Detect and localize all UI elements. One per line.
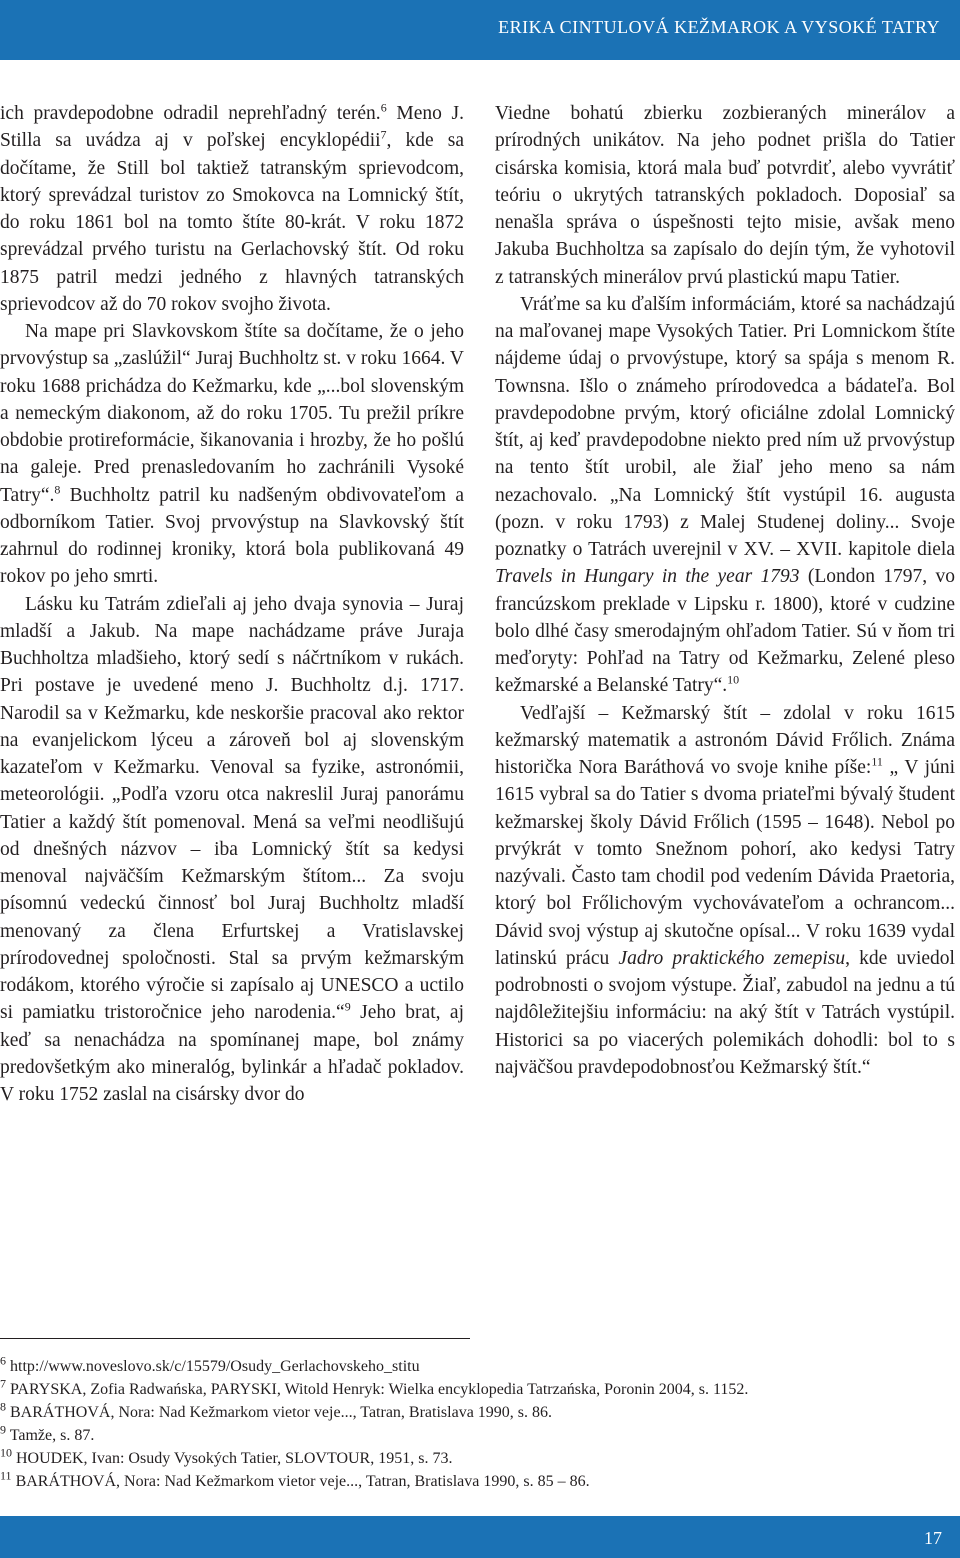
footnote-text: BARÁTHOVÁ, Nora: Nad Kežmarkom vietor veje..., Tatran, Bratislava 1990, s. 85 – 86. xyxy=(11,1473,590,1490)
page-number: 17 xyxy=(924,1528,942,1548)
paragraph xyxy=(495,700,955,1082)
footnote xyxy=(0,1447,940,1470)
footnote-text: HOUDEK, Ivan: Osudy Vysokých Tatier, SLOVTOUR, 1951, s. 73. xyxy=(12,1450,453,1467)
text-run: , kde sa dočítame, že Still bol taktiež tatranským sprievodcom, ktorý sprevádzal turistov zo Smokovca na Lomnický štít, do roku 1861 bol na tomto štíte 80-krát. V roku 1872 sprevádzal prvého turistu na Gerlachovský štít. Od roku 1875 patril medzi jedného z hlavných tatranských sprievodcov až do 70 rokov svojho života. xyxy=(0,130,464,315)
footnotes xyxy=(0,1355,940,1493)
footnote-ref: 6 xyxy=(380,100,387,115)
paragraph xyxy=(0,100,464,318)
footnote xyxy=(0,1355,940,1378)
footnote-text: PARYSKA, Zofia Radwańska, PARYSKI, Witold Henryk: Wielka encyklopedia Tatrzańska, Poronin 2004, s. 1152. xyxy=(6,1381,749,1398)
footnote-text: http://www.noveslovo.sk/c/15579/Osudy_Gerlachovskeho_stitu xyxy=(6,1358,420,1375)
paragraph xyxy=(495,100,955,291)
footnote xyxy=(0,1424,940,1447)
footnote-ref: 10 xyxy=(727,672,740,687)
text-run: Buchholtz patril ku nadšeným obdivovateľom a odborníkom Tatier. Svoj prvovýstup na Slavkovský štít zahrnul do rodinnej kroniky, ktorá bola publikovaná 49 rokov po jeho smrti. xyxy=(0,484,464,588)
italic-title: Travels in Hungary in the year 1793 xyxy=(495,566,800,588)
paragraph xyxy=(0,591,464,1109)
footnote-ref: 7 xyxy=(380,127,387,142)
paragraph xyxy=(0,318,464,591)
right-column xyxy=(495,100,955,1081)
text-run: Lásku ku Tatrám zdieľali aj jeho dvaja synovia – Juraj mladší a Jakub. Na mape nachádzame práve Juraja Buchholtza mladšieho, ktorý sedí s náčrtníkom v rukách. Pri postave je uvedené meno J. Buchholtz d.j. 1717. Narodil sa v Kežmarku, kde neskoršie pracoval ako rektor na evanjelickom lýceu a zároveň bol aj slovenským kazateľom v Kežmarku. Venoval sa fyzike, astronómii, meteorológii. „Podľa vzoru otca nakreslil Juraj panorámu Tatier a každý štít pomenoval. Mená sa veľmi neodlišujú od dnešných názvov – iba Lomnický štít sa kedysi menoval najväčším Kežmarským štítom... Za svoju písomnú vedeckú činnosť bol Juraj Buchholtz mladší menovaný za člena Erfurtskej a Vratislavskej prírodovednej spoločnosti. Stal sa prvým kežmarským rodákom, ktorého výročie si zapísalo aj UNESCO a uctilo si pamiatku tristoročnice jeho narodenia.“ xyxy=(0,593,464,1024)
footnote-text: BARÁTHOVÁ, Nora: Nad Kežmarkom vietor veje..., Tatran, Bratislava 1990, s. 86. xyxy=(6,1404,553,1421)
text-run: Viedne bohatú zbierku zozbieraných minerálov a prírodných unikátov. Na jeho podnet prišla do Tatier cisárska komisia, ktorá mala buď potvrdiť, alebo vyvrátiť teóriu o ukrytých tatranských pokladoch. Doposiaľ sa nenašla správa o úspešnosti tejto misie, avšak meno Jakuba Buchholtza sa zapísalo do dejín tým, že vyhotovil z tatranských minerálov prvú plastickú mapu Tatier. xyxy=(495,103,955,288)
footnote xyxy=(0,1378,940,1401)
footnote xyxy=(0,1470,940,1493)
footnote-ref: 9 xyxy=(344,999,351,1014)
running-head: ERIKA CINTULOVÁ KEŽMAROK A VYSOKÉ TATRY xyxy=(498,17,940,37)
text-run: Meno J. Stilla sa uvádza aj v poľskej encyklopédii xyxy=(0,103,464,152)
text-run: „ V júni 1615 vybral sa do Tatier s dvoma priateľmi bývalý študent kežmarskej školy Dávid Frőlich (1595 – 1648). Nebol po prvýkrát v tomto Snežnom pohorí, ako kedysi Tatry nazývali. Často tam chodil pod vedením Dávida Praetoria, ktorý bol Frőlichovým vychovávateľom a ochrancom... Dávid svoj výstup aj skutočne opísal... V roku 1639 vydal latinskú prácu xyxy=(495,757,955,969)
italic-title: Jadro praktického zemepisu xyxy=(618,947,846,969)
footnote-number: 11 xyxy=(0,1468,12,1483)
paragraph xyxy=(495,291,955,700)
page-header xyxy=(0,0,960,60)
left-column xyxy=(0,100,464,1108)
text-run: Jeho brat, aj keď sa nenachádza na spomínanej mape, bol známy predovšetkým ako mineralóg, bylinkár a hľadač pokladov. V roku 1752 zaslal na cisársky dvor do xyxy=(0,1002,464,1105)
footnote xyxy=(0,1401,940,1424)
text-run: Na mape pri Slavkovskom štíte sa dočítame, že o jeho prvovýstup sa „zaslúžil“ Juraj Buchholtz st. v roku 1664. V roku 1688 prichádza do Kežmarku, kde „...bol slovenským a nemeckým diakonom, až do roku 1705. Tu prežil príkre obdobie protireformácie, šikanovania i hrozby, že ho pošlú na galeje. Pred prenasledovaním ho zachránili Vysoké Tatry“. xyxy=(0,321,464,506)
page-footer xyxy=(0,1516,960,1558)
footnote-number: 8 xyxy=(0,1399,6,1414)
text-run: Vráťme sa ku ďalším informáciám, ktoré sa nachádzajú na maľovanej mape Vysokých Tatier. Pri Lomnickom štíte nájdeme údaj o prvovýstupe, ktorý sa spája s menom R. Townsna. Išlo o známeho prírodovedca a bádateľa. Bol pravdepodobne prvým, ktorý oficiálne zdolal Lomnický štít, aj keď pravdepodobne niekto pred ním už prvovýstup na tento štít urobil, ale žiaľ jeho meno sa nám nezachovalo. „Na Lomnický štít vystúpil 16. augusta (pozn. v roku 1793) z Malej Studenej doliny... Svoje poznatky o Tatrách uverejnil v XV. – XVII. kapitole diela xyxy=(495,293,955,560)
text-run: , kde uviedol podrobnosti o svojom výstupe. Žiaľ, zabudol na jednu a tú najdôležitejšiu informáciu: na aký štít v Tatrách vystúpil. Historici sa po viacerých polemikách dohodli: bol to s najväčšou pravdepodobnosťou Kežmarský štít.“ xyxy=(495,947,955,1078)
footnote-number: 7 xyxy=(0,1376,6,1391)
text-run: (London 1797, vo francúzskom preklade v Lipsku r. 1800), ktoré v cudzine bolo dlhé časy smerodajným ohľadom Tatier. Sú v ňom tri meďoryty: Pohľad na Tatry od Kežmarku, Zelené pleso kežmarské a Belanské Tatry“. xyxy=(495,566,955,697)
footnote-text: Tamže, s. 87. xyxy=(6,1427,95,1444)
footnote-ref: 8 xyxy=(54,482,61,496)
text-run: ich pravdepodobne odradil neprehľadný terén. xyxy=(0,103,381,124)
text-run: Vedľajší – Kežmarský štít – zdolal v roku 1615 kežmarský matematik a astronóm Dávid Frőlich. Známa historička Nora Baráthová vo svoje knihe píše: xyxy=(495,702,955,778)
footnote-ref: 11 xyxy=(871,754,883,769)
footnote-number: 6 xyxy=(0,1353,6,1368)
footnote-number: 10 xyxy=(0,1445,12,1460)
footnote-number: 9 xyxy=(0,1422,6,1437)
footnote-rule xyxy=(0,1338,470,1339)
